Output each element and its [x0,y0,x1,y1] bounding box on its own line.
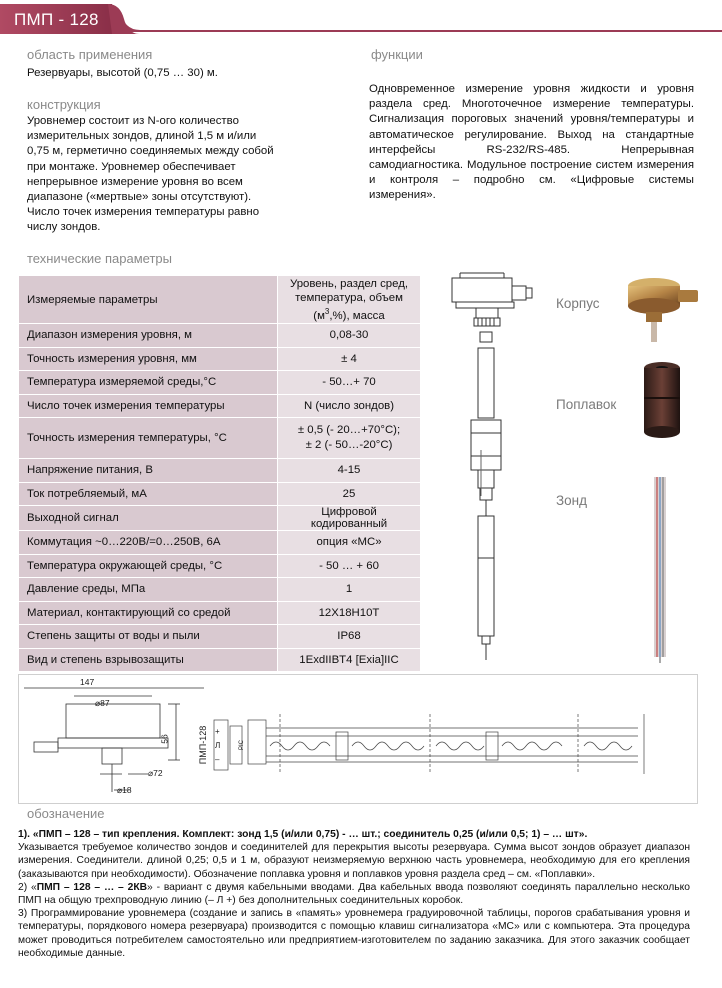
application-heading: область применения [27,47,153,62]
table-row [19,394,421,418]
table-row [19,418,421,459]
row-value [278,418,421,459]
row-param: Выходной сигнал [19,506,278,531]
construction-line: числу зондов. [27,221,101,234]
table-row [19,324,421,348]
table-row [19,371,421,395]
table-row [19,578,421,602]
table-header-param: Измеряемые параметры [19,276,278,324]
row-value: Цифровой кодированный [278,506,421,531]
row-value-line: ± 2 (- 50…-20°С) [305,439,393,451]
dimension-drawing [18,674,698,802]
float-label: Поплавок [556,397,617,412]
note-2-pre: 2) « [18,881,37,893]
dim-72: ⌀72 [148,768,163,778]
construction-line: непрерывное измерение уровня во всем [27,175,243,188]
row-param: Ток потребляемый, мА [19,482,278,506]
functions-heading: функции [371,47,423,62]
row-param: Степень защиты от воды и пыли [19,625,278,649]
row-param: Вид и степень взрывозащиты [19,648,278,672]
construction-text [27,114,327,236]
header-band [0,0,722,42]
row-value: ± 4 [278,347,421,371]
table-row [19,625,421,649]
row-param: Температура окружающей среды, °С [19,554,278,578]
table-row [19,506,421,531]
header-value-tail: ,%), масса [329,309,385,322]
housing-photo [612,272,702,344]
row-param: Температура измеряемой среды,°С [19,371,278,395]
probe-photo [648,475,672,665]
table-row [19,648,421,672]
note-1-title: 1). «ПМП – 128 – тип крепления. Комплект: зонд 1,5 (и/или 0,75) - … шт.; соединитель 0,25 (и/или 0,5; 1) – … шт». [18,829,588,840]
row-value: 25 [278,482,421,506]
wire-minus: – [215,755,220,764]
construction-line: измерительных зондов, длиной 1,5 м и/или [27,130,257,143]
designation-heading: обозначение [27,806,105,821]
construction-line: при монтаже. Уровнемер обеспечивает [27,160,236,173]
dim-87: ⌀87 [95,698,110,708]
construction-line: 0,75 м, герметично соединяемых между собой [27,145,274,158]
row-value-line: ± 0,5 (- 20…+70°С); [297,424,401,436]
construction-line: диапазоне («мертвые» зоны отсутствуют). [27,191,252,204]
gauge-drawing [440,270,550,665]
header-value-sup: 3 [324,306,330,316]
pic-label: PIC [239,739,246,751]
row-value: 1ExdIIBT4 [Exia]IIC [278,648,421,672]
table-row [19,554,421,578]
row-param: Коммутация ~0…220В/=0…250В, 6А [19,531,278,555]
housing-label: Корпус [556,296,600,311]
row-param: Напряжение питания, В [19,459,278,483]
designation-notes [18,828,690,960]
row-param: Точность измерения температуры, °С [19,418,278,459]
construction-line: Уровнемер состоит из N-ого количество [27,115,239,127]
table-header-row [19,276,421,324]
note-2-text: » - вариант с двумя кабельными вводами. Два кабельных ввода позволяют соединять параллельно несколько ПМП на общую трехпроводную линию (– Л +) без дополнительных соединительных коробок. [18,881,691,907]
row-param: Число точек измерения температуры [19,394,278,418]
application-text: Резервуары, высотой (0,75 … 30) м. [27,67,218,79]
page-title: ПМП - 128 [14,10,99,29]
dim-56: 56 [159,734,170,744]
wire-l: Л [215,741,221,750]
row-param: Точность измерения уровня, мм [19,347,278,371]
note-3: 3) Программирование уровнемера (создание и запись в «память» уровнемера градуировочной таблицы, порогов срабатывания уровня и температуры, порядкового номера резервуара) производится с помощью клавиш сигнализатора «МС» или с компьютера. Эта процедура может проводиться потребителем самостоятельно или предприятием-изготовителем по заданию заказчика. Для этого заказчик сообщает необходимые данные. [18,908,690,959]
table-row [19,531,421,555]
row-value: IP68 [278,625,421,649]
tech-heading: технические параметры [27,251,172,266]
note-1 [18,828,690,841]
row-param: Материал, контактирующий со средой [19,601,278,625]
row-value: опция «МС» [278,531,421,555]
dim-18: ⌀18 [117,785,132,795]
construction-line: Число точек измерения температуры равно [27,206,260,219]
construction-heading: конструкция [27,97,101,112]
device-label: ПМП-128 [198,725,209,765]
row-value: N (число зондов) [278,394,421,418]
note-2-title: ПМП – 128 – … – 2КВ [36,881,148,893]
note-2 [18,881,690,907]
row-param: Давление среды, МПа [19,578,278,602]
functions-text: Одновременное измерение уровня жидкости и уровня раздела сред. Многоточечное измерение температуры. Сигнализация пороговых значений уровня/температуры и автоматическое регулирование. Выход на стандартные интерфейсы RS-232/RS-485. Непрерывная самодиагностика. Модульное построение систем измерения и контроля – подробно см. «Цифровые системы измерения». [369,83,694,202]
table-row [19,601,421,625]
table-header-value [278,276,421,324]
row-value: 12Х18Н10Т [278,601,421,625]
dim-147: 147 [80,677,95,687]
row-value: - 50…+ 70 [278,371,421,395]
table-row [19,482,421,506]
note-1-text: Указывается требуемое количество зондов и соединителей для перекрытия высоты резервуара. Сумма высот зондов образует диапазон измерения. Соединители. длиной 0,25; 0,5 и 1 м, образуют неизмеряемую верхнюю часть уровнемера, необходимую для его крепления (заказываются при необходимости). Обозначение поплавка уровня и поплавков уровня раздела сред – см. «Поплавки». [18,842,690,880]
row-value: - 50 … + 60 [278,554,421,578]
row-value: 0,08-30 [278,324,421,348]
parameters-table [18,275,421,672]
row-param: Диапазон измерения уровня, м [19,324,278,348]
float-photo [640,358,684,442]
table-row [19,347,421,371]
row-value: 4-15 [278,459,421,483]
wire-plus: + [215,727,220,736]
header-value-text: Уровень, раздел сред, температура, объем (м [289,277,409,322]
probe-label: Зонд [556,493,587,508]
table-row [19,459,421,483]
row-value: 1 [278,578,421,602]
